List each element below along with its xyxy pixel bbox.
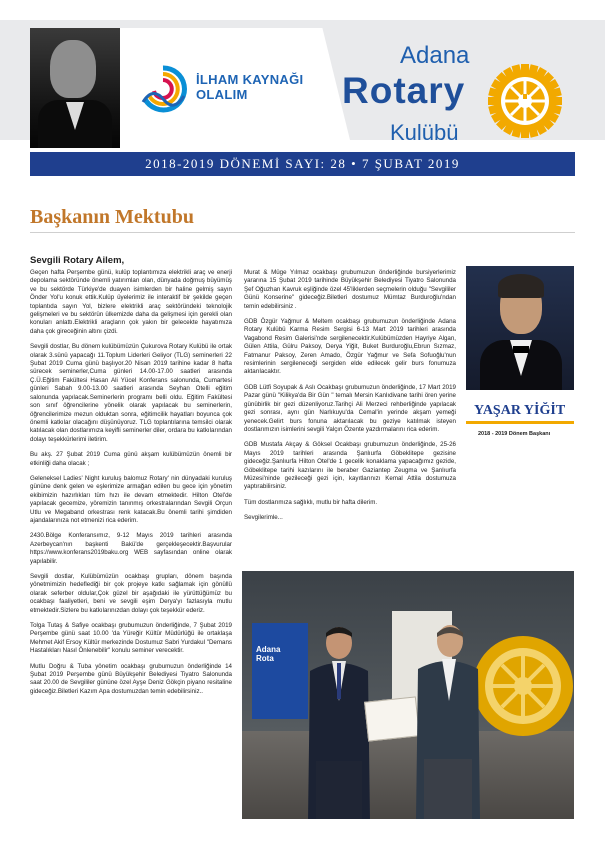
article-column-right <box>244 269 456 530</box>
club-suffix: Kulübü <box>390 120 459 145</box>
president-photo <box>466 266 574 390</box>
article-title: Başkanın Mektubu <box>30 206 194 228</box>
paragraph: Sevgili dostlar, Bu dönem kulübümüzün Çukurova Rotary Kulübü ile ortak olarak 3.sünü yapacağı 11.Toplum Liderleri Geliyor (TLG) seminerleri 22 Şubat 2019 Cuma günü başlıyor.20 Nisan 2019 tarihine kadar 8 hafta sürecek seminerler,Cuma günleri 14.00-17.00 saatleri arasında Ç.Ü.Eğitim Fakültesi Hasan Ali Yücel Konferans salonunda, Cumartesi günleri Sabah 9.00-13.00 saatleri arasında Seyhan Otelli eğitim salonunda yapılacak.Seminerlerin programı belli oldu. Eğitim Fakültesi son sınıf öğrencilerine yönelik olarak yapılacak bu seminerlerin, öğrencilerimize mezun olduktan sonra, eğitimcilik hayatları boyunca çok önemli katkılar olacağını düşünüyoruz. TLG toplantılarına temsilci olarak katılacak olan dostlarımıza keyifli seminerler diler, ordara bu katkılarından dolayı teşekkürlerimi iletirim. <box>30 343 232 443</box>
paragraph: Murat & Müge Yılmaz ocakbaşı grubumuzun önderliğinde bursiyerlerimiz yararına 15 Şubat 2019 tarihinde Büyükşehir Belediyesi Tiyatro Salonunda Şef Oğuzhan Kavruk eşliğinde özel 45'liklerden seçmelerin olduğu "Sevgililer Günü Konserine" gideceğiz.Biletleri dostumuz Mümtaz Burduroğlu'ndan temin edebilirsiniz . <box>244 269 456 310</box>
paragraph: Geçen hafta Perşembe günü, kulüp toplantımıza elektrikli araç ve enerji depolama sektöründe önemli yatırımları olan, dünyada doğmuş büyümüş ve bu sektörde Türkiye'de duayen isimlerden bir haline gelmiş sayın Önder Yol'u konuk ettik.Kulüp üyelerimiz ile interaktif bir şekilde geçen toplantıda sayın Yol, bizlere elektrikli araç sektöründeki teknolojik gelişmeleri ve bu sektörün ülkemizde daha da gelişmesi için gerekli olan konuları anlattı.Elektrikli araçların çok yakın bir gelecekte hayatımıza daha çok gireceğinin altını çizdi. <box>30 269 232 335</box>
article-column-left <box>30 269 232 703</box>
person-right <box>412 619 484 819</box>
rotary-wheel-icon <box>487 63 563 139</box>
article-greeting: Sevgili Rotary Ailem, <box>30 255 125 266</box>
paragraph: Bu akş. 27 Şubat 2019 Cuma günü akşam kulübümüzün önemli bir etkinliği daha olacak ; <box>30 451 232 467</box>
paragraph: Tüm dostlarımıza sağlıklı, mutlu bir hafta dilerim. <box>244 498 378 506</box>
ilham-kaynagi-logo <box>136 62 190 116</box>
event-photo <box>242 571 574 819</box>
president-name-underline <box>466 421 574 424</box>
paragraph: GDB Lütfi Soyupak & Aslı Ocakbaşı grubumuzun önderliğinde, 17 Mart 2019 Pazar günü "Kilikya'da Bir Gün " temalı Mersin Kanlıdivane tarihi ören yerine günübirlik bir gezi düzenliyoruz.Tarihçi Ali Merzeci rehberliğinde yapılacak gezi sonrası, aynı gün Narlıkuyu'da Cemal'in yerinde akşam yemeği yenecek.Gelirt burs fonuna aktarılacak bu geziye katılmak isteyen dostlarımızın isimlerini sevgili Yalçın Özente yazdırmalarını rica ederim. <box>244 383 456 433</box>
paragraph: Geleneksel Ladies' Night kuruluş balomuz Rotary' nin dünyadaki kuruluş gününe denk gelen ve eşlerimize armağan edilen bu gece için yönetim ekibimizin hazırlıkları tüm hızı ile devam etmektedir. Hilton Otel'de yapılacak gecemize, yöremizin tanınmış orkestralarından Sevgili Orçun Utlu ve Megaband orkestrası renk katacak.Bu önemli tarihi şimdiden ajandalarınıza not etmenizi rica ederim. <box>30 474 232 524</box>
president-name: YAŞAR YİĞİT <box>474 403 566 418</box>
club-name: Rotary <box>342 70 466 111</box>
paragraph: GDB Mustafa Akçay & Göksel Ocakbaşı grubumuzun önderliğinde, 25-26 Mayıs 2019 tarihleri arasında Şanlıurfa Göbeklitepe gezisine gideceğiz.Şanlıurfa Hilton Otel'de 1 gecelik konaklama yapacağımız gezide, Göbeklitepe tarihi kazılarını ile beraber Gaziantep Zeugma ve Şanlıurfa Müzesi'ninde gezileceği gezi için, kayıtlarınızı Kemal Attila dostumuza yaptırabilirsiniz. <box>244 441 456 491</box>
club-city: Adana <box>400 42 470 69</box>
ataturk-portrait <box>30 28 120 148</box>
ilham-kaynagi-text <box>196 72 303 102</box>
ilham-line1: İLHAM KAYNAĞI <box>196 72 304 87</box>
paragraph: Mutlu Doğru & Tuba yönetim ocakbaşı grubumuzun önderliğinde 14 Şubat 2019 Perşembe günü Büyükşehir Belediyesi Tiyatro Salonunda saat 20.00 de Sevgililer gününe özel Ayşe Deniz Gökçin piyano resitaline gideceğiz.Biletleri Kazım Apa dostumuzdan temin edebilirsiniz.. <box>30 662 232 695</box>
newsletter-header <box>0 0 605 150</box>
person-left <box>304 621 374 819</box>
paragraph: GDB Özgür Yağmur & Meltem ocakbaşı grubumuzun önderliğinde Adana Rotary Kulübü Karma Resim Sergisi 6-13 Mart 2019 tarihleri arasında Vagabond Resim Galerisi'nde sergilenecektir.Kulübümüzden Hayriye Algan, Gülen Attila, Gülru Paksoy, Derya Yiğit, Buket Burduroğlu,Ebrun Sızmaz, Fatmanur Paksoy, Zeren Amado, Özgür Yağmur ve Sefa Sofuoğlu'nun resimlerinin sergileneceği sergiden elde edilecek gelir burs fonumuza aktarılacaktır. <box>244 318 456 376</box>
paragraph: 2430.Bölge Konferansımız, 9-12 Mayıs 2019 tarihleri arasında Azerbeycan'nın başkenti Bakü'de gerçekleşecektir.Başvurular https://www.konferans2019baku.org WEB sayfasından online olarak yapılabilir. <box>30 532 232 565</box>
paragraph: Sevgili dostlar, Kulübümüzün ocakbaşı grupları, dönem başında yönetmimizin hedeflediği bir çok projeye katkı sağlamak için gönüllü olarak seferber oldular,Çok güzel bir aşağıdaki ile yürüttüğümüz bu ocakbaşı faaliyetleri, beni ve sevgili eşim Derya'yı fazlasıyla mutlu etmektedir.Sizlere bu katkılarınızdan dolayı çok teşekkür ederiz. <box>30 573 232 614</box>
president-role: 2018 - 2019 Dönem Başkanı <box>478 431 551 437</box>
issue-info-bar: 2018-2019 DÖNEMİ SAYI: 28 • 7 ŞUBAT 2019 <box>30 152 575 176</box>
ilham-line2: OLALIM <box>196 87 248 102</box>
paragraph: Sevgilerimle... <box>244 514 283 522</box>
paragraph: Tolga Tutaş & Safiye ocakbaşı grubumuzun önderliğinde, 7 Şubat 2019 Perşembe günü saat 10.00 'da Yüreğir Kültür Müdürlüğü ile ortaklaşa Mehmet Akif Ersoy Kültür merkezinde Dostumuz Sabri Yurdakul "Demans Hastalıkları Nasıl Önlenebilir" konulu seminer verecektir. <box>30 622 232 655</box>
rotary-banner-text: Adana Rota <box>256 645 281 663</box>
title-divider <box>30 232 575 233</box>
rotary-banner <box>252 623 308 719</box>
